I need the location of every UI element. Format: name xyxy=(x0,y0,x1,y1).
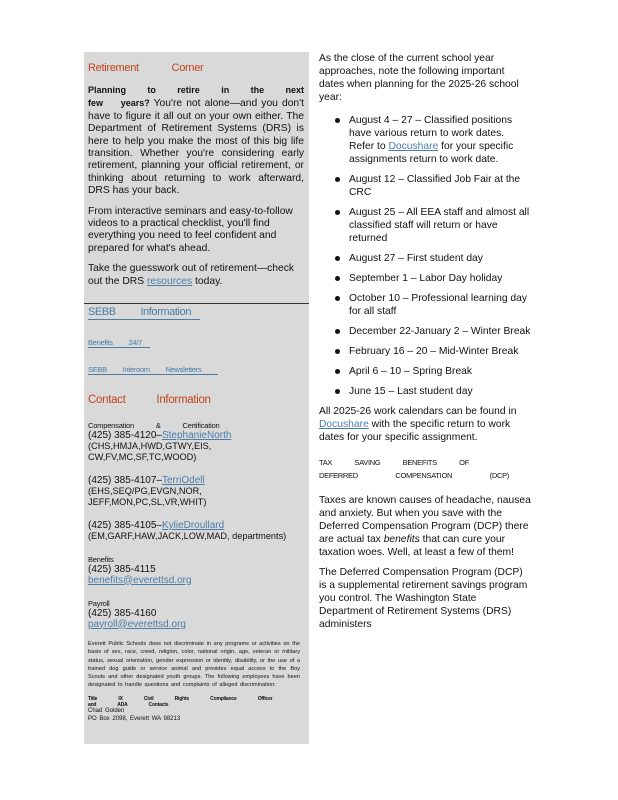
date-item xyxy=(319,173,531,199)
compliance-officer-name: Chad Golden xyxy=(88,707,125,714)
bullet-icon xyxy=(335,329,340,334)
date-item xyxy=(319,292,531,318)
tax-heading-word: OF xyxy=(459,458,469,467)
contact-compensation xyxy=(88,421,303,462)
section-divider xyxy=(84,303,309,304)
bullet-icon xyxy=(335,177,340,182)
important-dates-list xyxy=(319,114,531,398)
date-item xyxy=(319,385,531,398)
retirement-para2: From interactive seminars and easy-to-follow videos to a practical checklist, you'll find everything you need to feel confident and prepared for what's ahead. xyxy=(88,205,293,254)
retirement-body xyxy=(88,84,304,288)
payroll-phone: (425) 385-4160 xyxy=(88,607,157,619)
bullet-icon xyxy=(335,210,340,215)
date-item xyxy=(319,345,531,358)
date-text: June 15 – Last student day xyxy=(349,386,473,397)
tax-heading-word: DEFERRED xyxy=(319,471,358,480)
bullet-icon xyxy=(335,256,340,261)
retirement-corner-title: Retirement Corner xyxy=(88,62,204,74)
date-text: August 25 – All EEA staff and almost all classified staff will return or have returned xyxy=(349,207,530,244)
contact-schools: (CHS,HMJA,HWD,GTWY,EIS, CW,FV,MC,SF,TC,WOOD) xyxy=(88,441,212,462)
date-item xyxy=(319,272,531,285)
date-item xyxy=(319,114,531,166)
date-item xyxy=(319,252,531,265)
important-dates-intro: As the close of the current school year approaches, note the following important dates when planning for the 2025-26 school year: xyxy=(319,53,519,103)
payroll-email-link[interactable]: payroll@everettsd.org xyxy=(88,618,186,630)
bullet-icon xyxy=(335,276,340,281)
sebb-information-title: SEBB Information xyxy=(88,306,200,320)
payroll-label: Payroll xyxy=(88,598,110,608)
contact-item xyxy=(88,475,303,507)
contact-phone: (425) 385-4105– xyxy=(88,520,162,531)
docushare-calendar-link[interactable]: Docushare xyxy=(319,419,369,430)
tax-heading-word: BENEFITS xyxy=(402,458,437,467)
contact-phone: (425) 385-4107– xyxy=(88,475,162,486)
main-column xyxy=(319,52,531,638)
retirement-corner xyxy=(88,62,304,296)
benefits-email-link[interactable]: benefits@everettsd.org xyxy=(88,574,192,586)
bullet-icon xyxy=(335,118,340,123)
sebb-interoom-newsletters-link[interactable]: SEBB Interoom Newsletters xyxy=(88,365,218,375)
date-text: August 12 – Classified Job Fair at the CRC xyxy=(349,174,521,198)
bullet-icon xyxy=(335,296,340,301)
date-text: April 6 – 10 – Spring Break xyxy=(349,366,473,377)
tax-saving-heading xyxy=(319,456,531,482)
benefits-phone: (425) 385-4115 xyxy=(88,563,156,575)
compliance-officer-title: Title IX Civil Rights Compliance Officer and ADA Contacts xyxy=(88,695,273,708)
date-item xyxy=(319,206,531,245)
contact-information-title: Contact Information xyxy=(88,394,211,406)
drs-resources-link[interactable]: resources xyxy=(146,275,193,287)
retirement-para3-end: today. xyxy=(192,275,223,287)
benefits-label: Benefits xyxy=(88,554,114,564)
nondiscrimination-notice xyxy=(88,640,300,724)
date-item xyxy=(319,325,531,338)
date-text: December 22-January 2 – Winter Break xyxy=(349,326,531,337)
contact-name-link[interactable]: TerriOdell xyxy=(161,475,205,486)
contact-payroll xyxy=(88,599,303,630)
contact-schools: (EHS,SEQ/PG,EVGN,NOR, JEFF,MON,PC,SL,VR,WHIT) xyxy=(88,486,207,507)
contact-list xyxy=(88,421,303,630)
date-text-end: for your specific assignments return to work date. xyxy=(349,141,514,165)
calendar-text: All 2025-26 work calendars can be found in xyxy=(319,406,517,417)
bullet-icon xyxy=(335,369,340,374)
date-text: October 10 – Professional learning day for all staff xyxy=(349,293,528,317)
date-text: September 1 – Labor Day holiday xyxy=(349,273,503,284)
retirement-intro-text: You're not alone—and you don't have to figure it all out on your own either. The Department of Retirement Systems (DRS) is here to help you make the most of this big life transition. Whether you're considering early retirement, planning your official retirement, or thinking about returning to work afterward, DRS has your back. xyxy=(88,98,304,197)
tax-heading-word: COMPENSATION xyxy=(395,471,453,480)
date-text: August 27 – First student day xyxy=(349,253,483,264)
bullet-icon xyxy=(335,389,340,394)
date-text: February 16 – 20 – Mid-Winter Break xyxy=(349,346,519,357)
retirement-intro-bold: Planning to retire in the next few years? xyxy=(88,85,304,109)
tax-para1-text: Taxes are known causes of headache, nausea and anxiety. But when you save with the Deferred Compensation Program (DCP) there are actual tax xyxy=(319,495,531,545)
contact-item xyxy=(88,520,303,542)
contact-schools: (EM,GARF,HAW,JACK,LOW,MAD, departments) xyxy=(88,531,287,541)
tax-para1-end: that can cure your taxation woes. Well, at least a few of them! xyxy=(319,534,514,558)
date-text: August 4 – 27 – Classified positions have various return to work dates. Refer to xyxy=(349,115,513,152)
contact-name-link[interactable]: StephanieNorth xyxy=(161,430,232,441)
bullet-icon xyxy=(335,349,340,354)
retirement-para3-text: Take the guesswork out of retirement—check out the DRS xyxy=(88,263,295,287)
benefits-24-7-link[interactable]: Benefits 24/7 xyxy=(88,338,150,348)
tax-heading-word: TAX xyxy=(319,458,333,467)
contact-label: Compensation & Certification xyxy=(88,421,220,430)
tax-heading-word: (DCP) xyxy=(489,471,509,480)
nondiscrimination-text: Everett Public Schools does not discriminate in any programs or activities on the basis of sex, race, creed, religion, color, national origin, age, veteran or military status, sexual orientation, gender expression or identity, disability, or the use of a trained dog guide or service animal and provides equal access to the Boy Scouts and other designated youth groups. The following employees have been designated to handle questions and complaints of alleged discrimination: xyxy=(88,641,300,689)
contact-name-link[interactable]: KylieDroullard xyxy=(161,520,225,531)
district-address: PO Box 2098, Everett WA 98213 xyxy=(88,715,181,722)
tax-heading-word: SAVING xyxy=(354,458,381,467)
date-item xyxy=(319,365,531,378)
tax-para2: The Deferred Compensation Program (DCP) is a supplemental retirement savings program you control. The Washington State Department of Retirement Systems (DRS) administers xyxy=(319,567,528,630)
calendar-text-end: with the specific return to work dates for your specific assignment. xyxy=(319,419,511,443)
contact-benefits xyxy=(88,555,303,586)
docushare-link[interactable]: Docushare xyxy=(388,141,439,152)
contact-phone: (425) 385-4120– xyxy=(88,430,162,441)
tax-para1-emphasis: benefits xyxy=(383,534,420,545)
